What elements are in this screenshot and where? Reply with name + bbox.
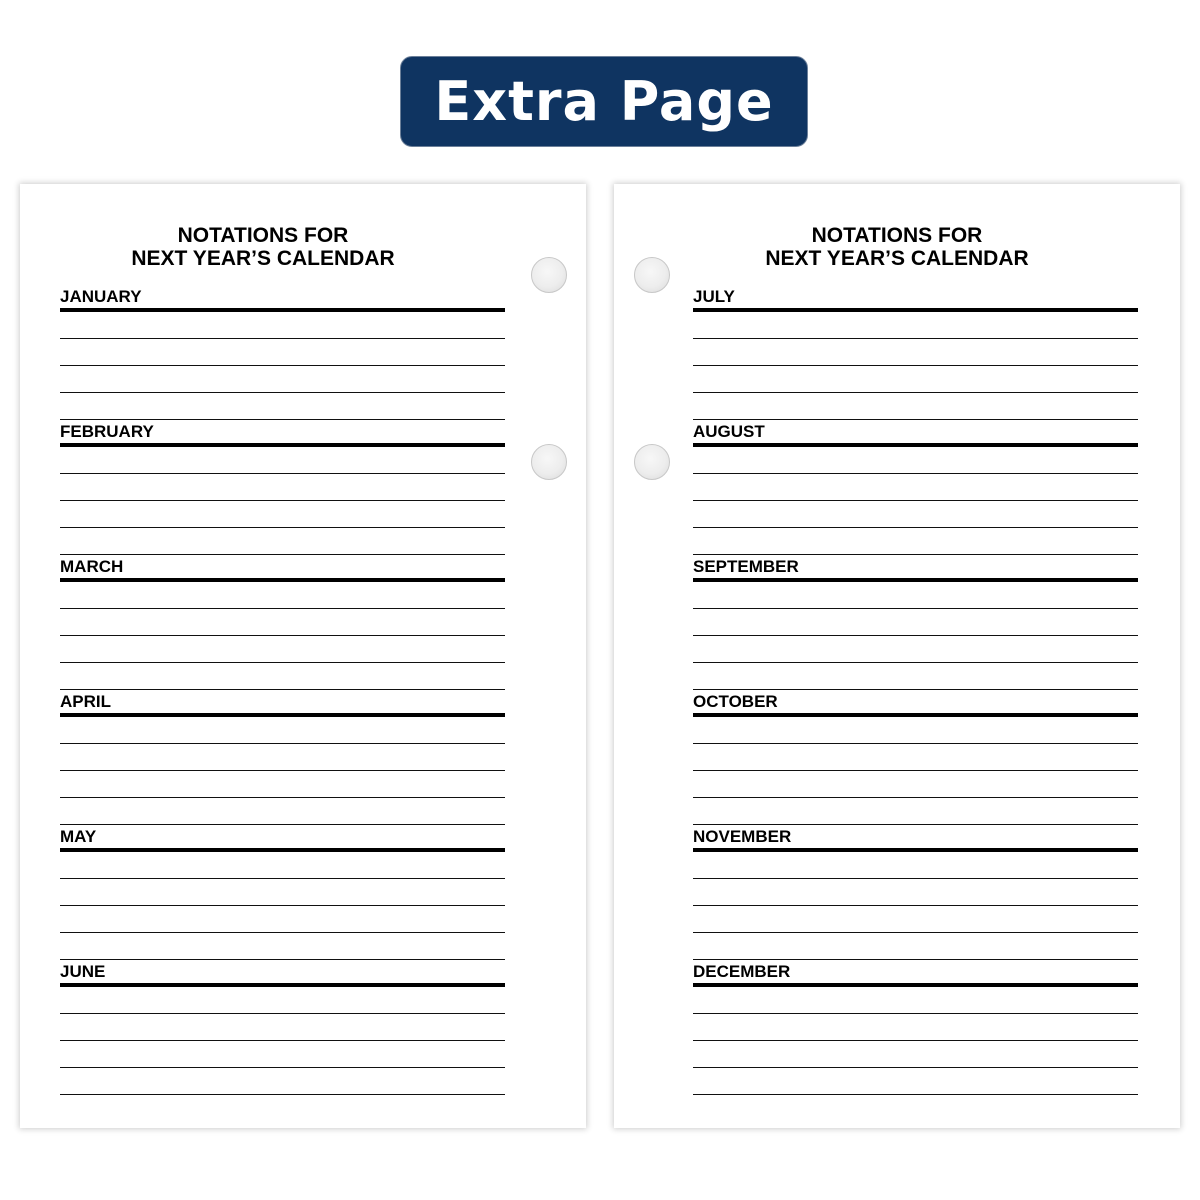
month-section-july bbox=[693, 286, 1138, 421]
page-title bbox=[614, 224, 1180, 270]
month-section-august bbox=[693, 421, 1138, 556]
note-line[interactable] bbox=[693, 771, 1138, 798]
month-label: NOVEMBER bbox=[693, 826, 1138, 852]
note-line[interactable] bbox=[693, 663, 1138, 690]
planner-page-right bbox=[614, 184, 1180, 1128]
month-section-march bbox=[60, 556, 505, 691]
note-line[interactable] bbox=[60, 474, 505, 501]
month-section-september bbox=[693, 556, 1138, 691]
page-title-line-1: NOTATIONS FOR bbox=[811, 224, 983, 247]
note-line[interactable] bbox=[60, 339, 505, 366]
note-line[interactable] bbox=[60, 987, 505, 1014]
note-line[interactable] bbox=[60, 744, 505, 771]
note-line[interactable] bbox=[693, 312, 1138, 339]
note-line[interactable] bbox=[60, 609, 505, 636]
banner-label: Extra Page bbox=[434, 70, 774, 133]
month-section-june bbox=[60, 961, 505, 1096]
note-line[interactable] bbox=[693, 717, 1138, 744]
page-title bbox=[0, 224, 546, 270]
month-label: MAY bbox=[60, 826, 505, 852]
month-label: JULY bbox=[693, 286, 1138, 312]
note-line[interactable] bbox=[60, 393, 505, 420]
note-line[interactable] bbox=[693, 582, 1138, 609]
note-line[interactable] bbox=[60, 1068, 505, 1095]
note-line[interactable] bbox=[693, 393, 1138, 420]
note-line[interactable] bbox=[693, 339, 1138, 366]
note-line[interactable] bbox=[60, 1041, 505, 1068]
note-line[interactable] bbox=[60, 663, 505, 690]
month-label: JUNE bbox=[60, 961, 505, 987]
note-line[interactable] bbox=[60, 1014, 505, 1041]
month-label: DECEMBER bbox=[693, 961, 1138, 987]
note-line[interactable] bbox=[60, 852, 505, 879]
note-line[interactable] bbox=[60, 528, 505, 555]
note-line[interactable] bbox=[60, 906, 505, 933]
note-line[interactable] bbox=[693, 933, 1138, 960]
note-line[interactable] bbox=[60, 798, 505, 825]
note-line[interactable] bbox=[693, 447, 1138, 474]
note-line[interactable] bbox=[693, 528, 1138, 555]
note-line[interactable] bbox=[60, 366, 505, 393]
note-line[interactable] bbox=[693, 879, 1138, 906]
month-section-october bbox=[693, 691, 1138, 826]
month-list bbox=[60, 286, 505, 1096]
note-line[interactable] bbox=[693, 636, 1138, 663]
binder-hole-icon bbox=[531, 257, 567, 293]
page-title-line-2: NEXT YEAR’S CALENDAR bbox=[765, 247, 1029, 270]
month-section-november bbox=[693, 826, 1138, 961]
month-section-april bbox=[60, 691, 505, 826]
note-line[interactable] bbox=[60, 501, 505, 528]
month-section-january bbox=[60, 286, 505, 421]
note-line[interactable] bbox=[693, 987, 1138, 1014]
page-title-line-2: NEXT YEAR’S CALENDAR bbox=[131, 247, 395, 270]
note-line[interactable] bbox=[60, 582, 505, 609]
planner-page-left bbox=[20, 184, 586, 1128]
month-section-december bbox=[693, 961, 1138, 1096]
month-label: AUGUST bbox=[693, 421, 1138, 447]
note-line[interactable] bbox=[693, 1068, 1138, 1095]
extra-page-banner bbox=[400, 56, 808, 147]
page-title-line-1: NOTATIONS FOR bbox=[177, 224, 349, 247]
month-list bbox=[693, 286, 1138, 1096]
note-line[interactable] bbox=[60, 933, 505, 960]
note-line[interactable] bbox=[60, 312, 505, 339]
note-line[interactable] bbox=[693, 501, 1138, 528]
month-label: FEBRUARY bbox=[60, 421, 505, 447]
binder-hole-icon bbox=[634, 257, 670, 293]
note-line[interactable] bbox=[693, 609, 1138, 636]
month-label: APRIL bbox=[60, 691, 505, 717]
binder-hole-icon bbox=[531, 444, 567, 480]
note-line[interactable] bbox=[693, 1014, 1138, 1041]
month-label: SEPTEMBER bbox=[693, 556, 1138, 582]
note-line[interactable] bbox=[693, 852, 1138, 879]
note-line[interactable] bbox=[60, 879, 505, 906]
note-line[interactable] bbox=[693, 366, 1138, 393]
month-label: JANUARY bbox=[60, 286, 505, 312]
month-label: OCTOBER bbox=[693, 691, 1138, 717]
note-line[interactable] bbox=[693, 798, 1138, 825]
month-section-february bbox=[60, 421, 505, 556]
note-line[interactable] bbox=[693, 744, 1138, 771]
note-line[interactable] bbox=[60, 771, 505, 798]
note-line[interactable] bbox=[60, 447, 505, 474]
binder-hole-icon bbox=[634, 444, 670, 480]
note-line[interactable] bbox=[693, 474, 1138, 501]
note-line[interactable] bbox=[693, 906, 1138, 933]
note-line[interactable] bbox=[60, 636, 505, 663]
month-section-may bbox=[60, 826, 505, 961]
note-line[interactable] bbox=[693, 1041, 1138, 1068]
note-line[interactable] bbox=[60, 717, 505, 744]
month-label: MARCH bbox=[60, 556, 505, 582]
